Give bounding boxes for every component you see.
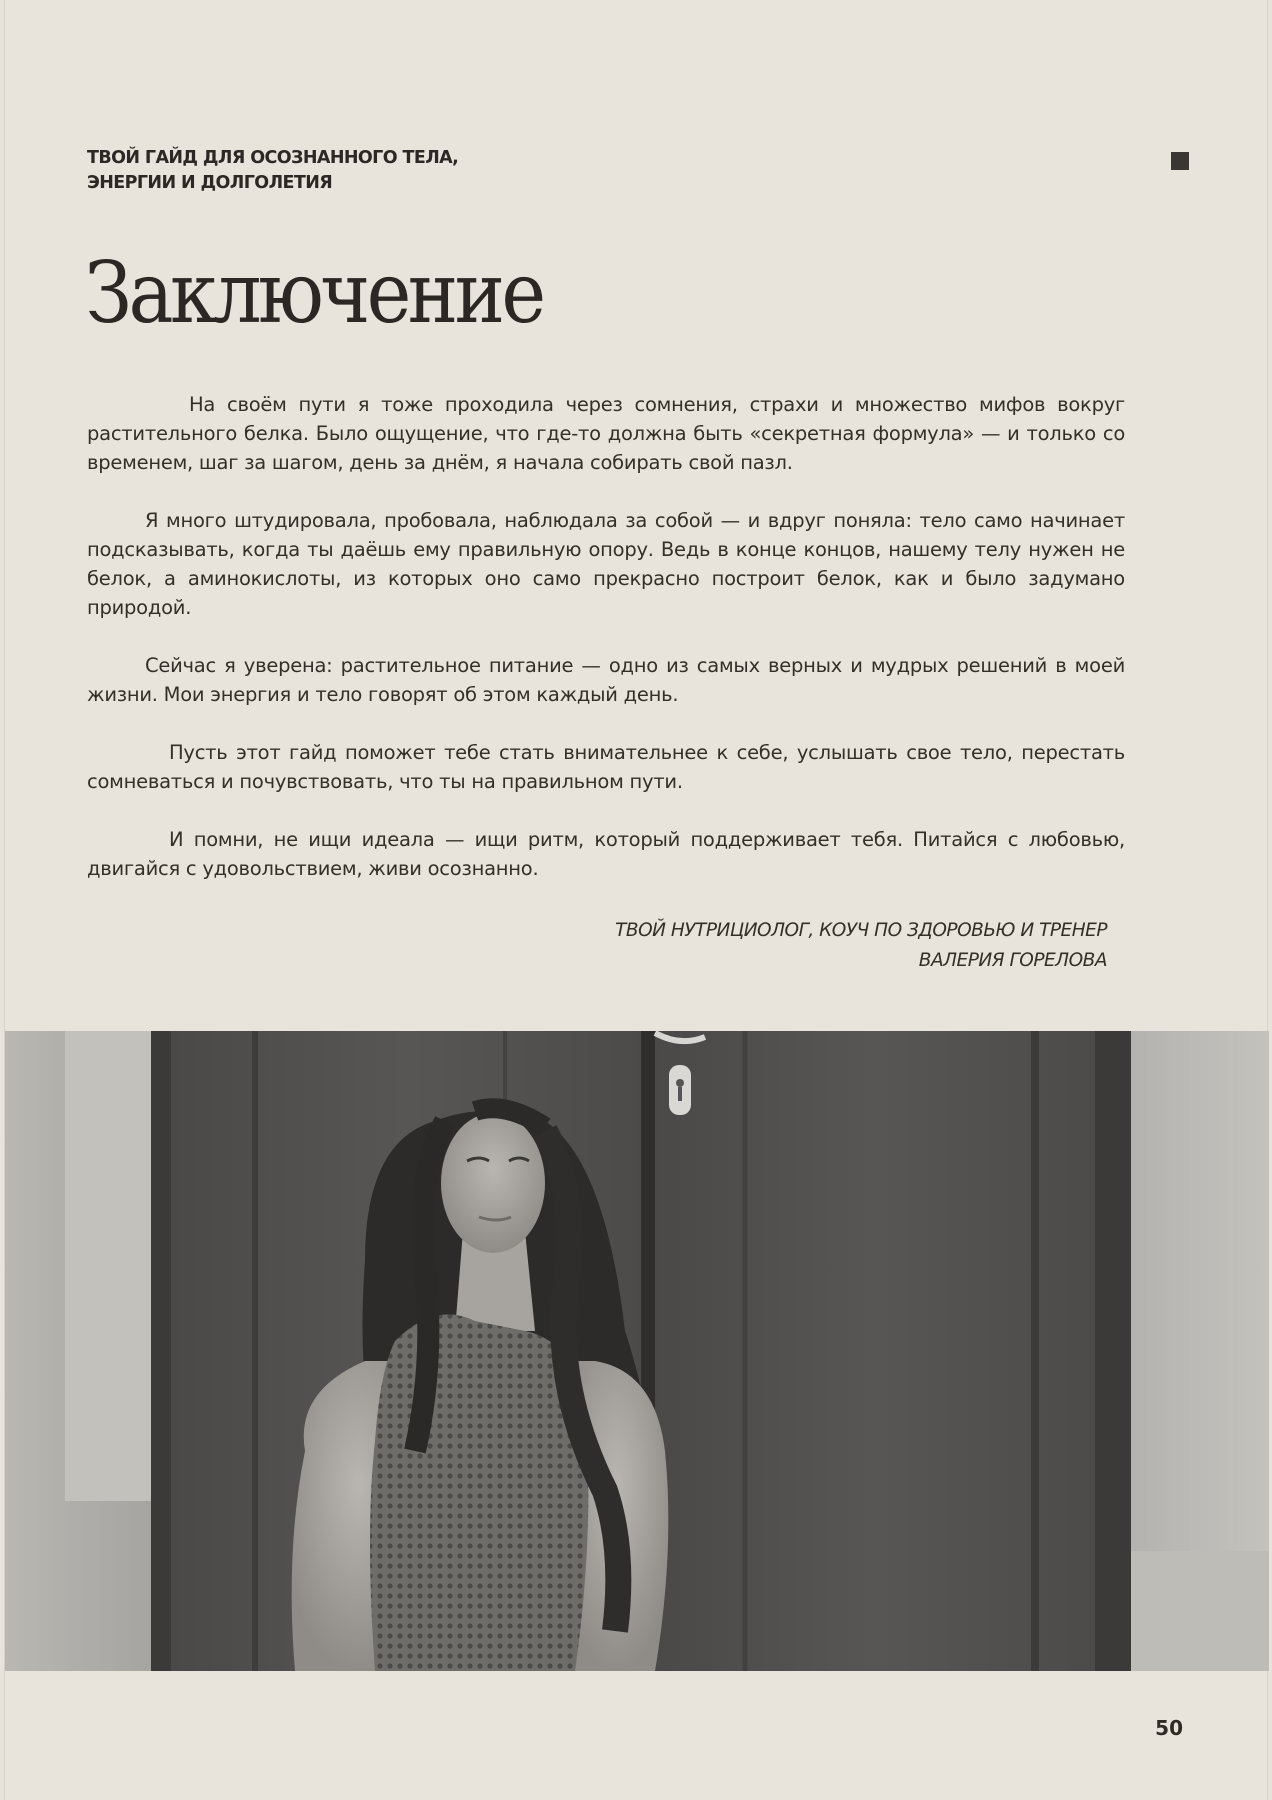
paragraph-5: И помни, не ищи идеала — ищи ритм, который поддерживает тебя. Питайся с любовью, двигайся с удовольствием, живи осознанно. — [87, 828, 1125, 880]
paragraph-3: Сейчас я уверена: растительное питание — одно из самых верных и мудрых решений в моей жизни. Мои энергия и тело говорят об этом каждый день. — [87, 654, 1125, 706]
paragraph-4: Пусть этот гайд поможет тебе стать внимательнее к себе, услышать свое тело, перестать сомневаться и почувствовать, что ты на правильном пути. — [87, 741, 1125, 793]
guide-header — [87, 146, 607, 196]
document-page — [4, 0, 1268, 1800]
conclusion-body — [87, 390, 1125, 912]
paragraph-2: Я много штудировала, пробовала, наблюдала за собой — и вдруг поняла: тело само начинает подсказывать, когда ты даёшь ему правильную опору. Ведь в конце концов, нашему телу нужен не белок, а аминокислоты, из которых оно само прекрасно построит белок, как и было задумано природой. — [87, 509, 1125, 619]
author-role: ТВОЙ НУТРИЦИОЛОГ, КОУЧ ПО ЗДОРОВЬЮ И ТРЕНЕР — [615, 920, 1107, 941]
guide-header-line-2: ЭНЕРГИИ И ДОЛГОЛЕТИЯ — [87, 173, 333, 193]
decorative-square-icon — [1171, 152, 1189, 170]
author-photo — [5, 1031, 1269, 1671]
page-title: Заключение — [85, 244, 543, 342]
guide-header-line-1: ТВОЙ ГАЙД ДЛЯ ОСОЗНАННОГО ТЕЛА, — [87, 148, 459, 168]
author-signature — [615, 916, 1107, 976]
author-photo-illustration — [5, 1031, 1269, 1671]
author-name: ВАЛЕРИЯ ГОРЕЛОВА — [918, 950, 1107, 971]
paragraph-1: На своём пути я тоже проходила через сомнения, страхи и множество мифов вокруг растительного белка. Было ощущение, что где-то должна быть «секретная формула» — и только со временем, шаг за шагом, день за днём, я начала собирать свой пазл. — [87, 393, 1125, 474]
page-number: 50 — [1155, 1716, 1183, 1740]
